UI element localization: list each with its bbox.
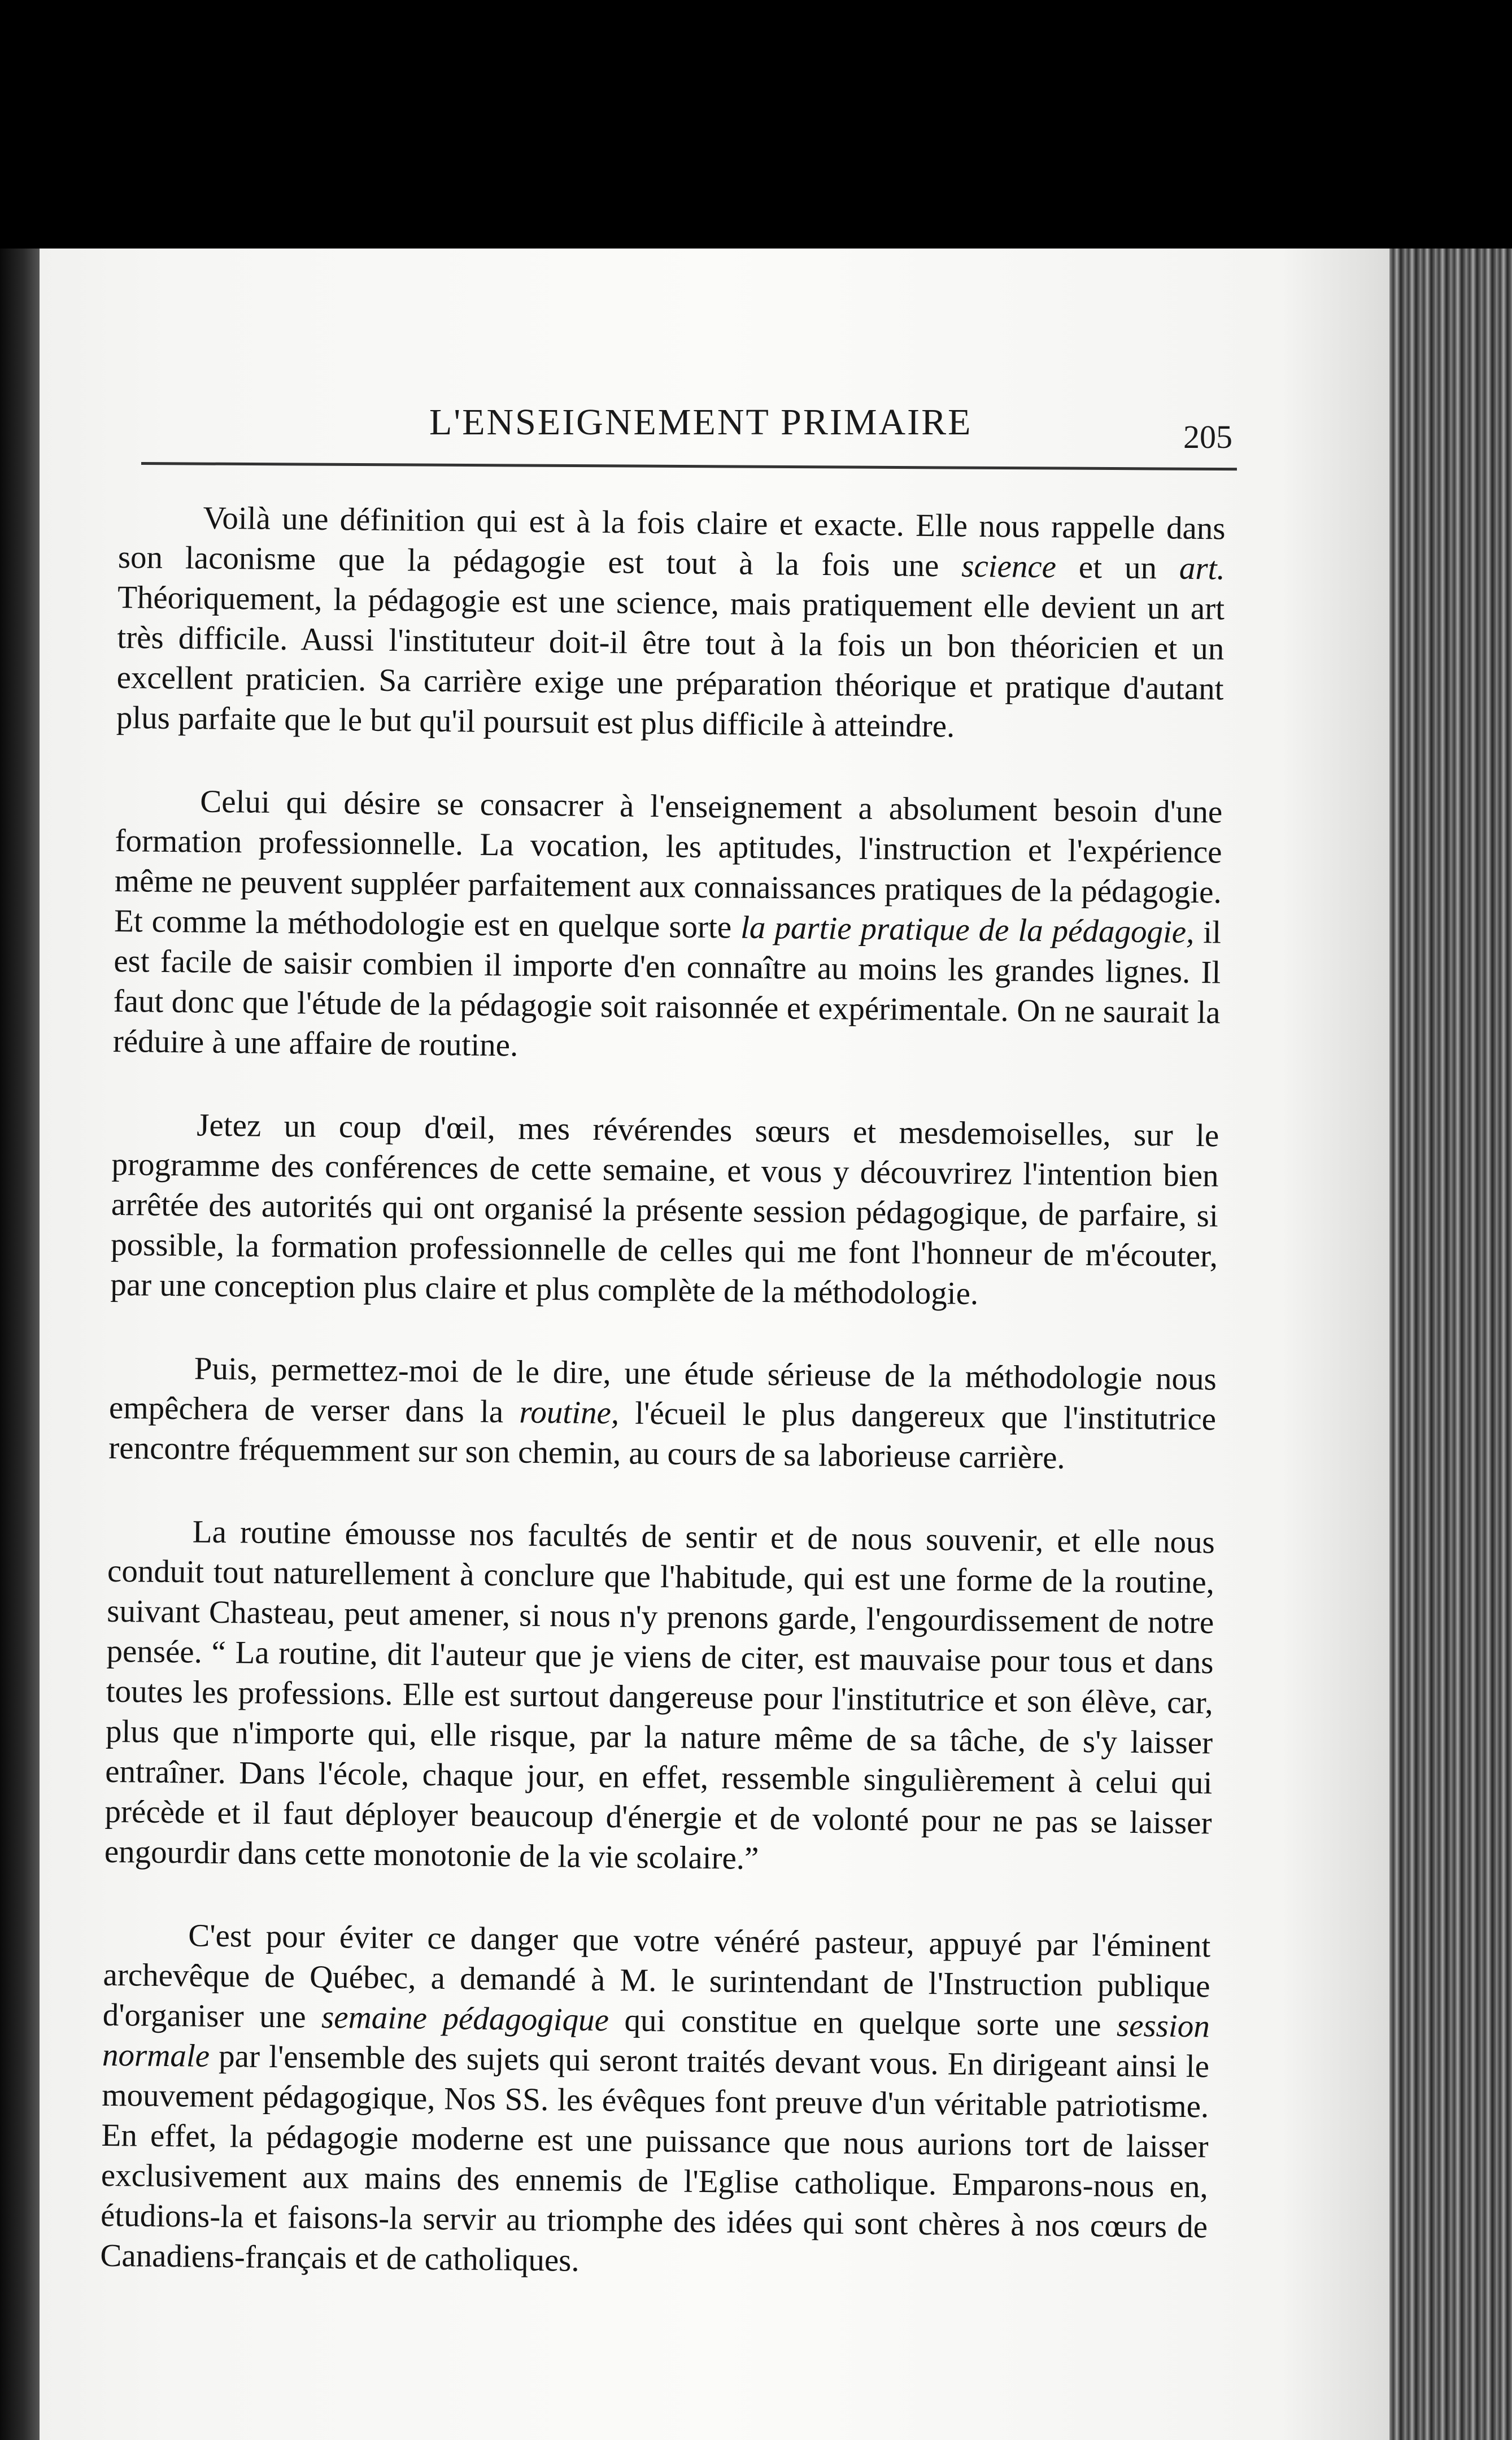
italic-science: science <box>961 548 1057 585</box>
italic-semaine-pedagogique: semaine pédagogique <box>321 1999 609 2038</box>
paragraph-definition: Voilà une définition qui est à la fois claire et exacte. Elle nous rappelle dans son laconisme que la pédagogie est tout à la fois une science et un art. Théoriquement, la pédagogie est une science, mais pratiquement elle devient un art très difficile. Aussi l'instituteur doit-il être tout à la fois un bon théoricien et un excellent praticien. Sa carrière exige une préparation théorique et pratique d'autant plus parfaite que le but qu'il poursuit est plus difficile à atteindre. <box>116 500 1226 744</box>
running-title: L'ENSEIGNEMENT PRIMAIRE <box>429 402 973 443</box>
italic-partie-pratique: la partie pratique de la pédagogie, <box>740 909 1195 950</box>
italic-routine: routine, <box>519 1394 620 1431</box>
page-number: 205 <box>1183 419 1232 455</box>
italic-session-normale: session normale <box>102 2007 1210 2074</box>
paragraph-programme: Jetez un coup d'œil, mes révérendes sœurs et mesdemoiselles, sur le programme des conférences de cette semaine, et vous y découvrirez l'intention bien arrêtée des autorités qui ont organisé la présente session pédagogique, de parfaire, si possible, la formation professionnelle de celles qui me font l'honneur de m'écouter, par une conception plus claire et plus complète de la méthodologie. <box>110 1107 1219 1312</box>
body-text <box>99 497 1226 2330</box>
page-header <box>96 395 1265 455</box>
book-left-edge <box>0 249 40 2440</box>
italic-art: art. <box>1179 550 1226 587</box>
paragraph-routine-intro: Puis, permettez-moi de le dire, une étude sérieuse de la méthodologie nous empêchera de verser dans la routine, l'écueil le plus dangereux que l'institutrice rencontre fréquemment sur son chemin, au cours de sa laborieuse carrière. <box>108 1350 1217 1476</box>
paragraph-routine-quote: La routine émousse nos facultés de sentir et de nous souvenir, et elle nous conduit tout naturellement à conclure que l'habitude, qui est une forme de la routine, suivant Chasteau, peut amener, si nous n'y prenons garde, l'engourdissement de notre pensée. “ La routine, dit l'auteur que je viens de citer, est mauvaise pour tous et dans toutes les professions. Elle est surtout dangereuse pour l'institutrice et son élève, car, plus que n'importe qui, elle risque, par la nature même de sa tâche, de s'y laisser entraîner. Dans l'école, chaque jour, en effet, ressemble singulièrement à celui qui précède et il faut déployer beaucoup d'énergie et de volonté pour ne pas se laisser engourdir dans cette monotonie de la vie scolaire.” <box>104 1514 1215 1876</box>
paragraph-formation: Celui qui désire se consacrer à l'enseignement a absolument besoin d'une formation professionnelle. La vocation, les aptitudes, l'instruction et l'expérience même ne peuvent suppléer parfaitement aux connaissances pratiques de la pédagogie. Et comme la méthodologie est en quelque sorte la partie pratique de la pédagogie, il est facile de saisir combien il importe d'en connaître au moins les grandes lignes. Il faut donc que l'étude de la pédagogie soit raisonnée et expérimentale. On ne saurait la réduire à une affaire de routine. <box>112 783 1223 1064</box>
paragraph-semaine-pedagogique: C'est pour éviter ce danger que votre vénéré pasteur, appuyé par l'éminent archevêque de Québec, a demandé à M. le surintendant de l'Instruction publique d'organiser une semaine pédagogique qui constitue en quelque sorte une session normale par l'ensemble des sujets qui seront traités devant vous. En dirigeant ainsi le mouvement pédagogique, Nos SS. les évêques font preuve d'un véritable patriotisme. En effet, la pédagogie moderne est une puissance que nous aurions tort de laisser exclusivement aux mains des ennemis de l'Eglise catholique. Emparons-nous en, étudions-la et faisons-la servir au triomphe des idées qui sont chères à nos cœurs de Canadiens-français et de catholiques. <box>100 1918 1211 2278</box>
book-page-edges <box>1389 249 1512 2440</box>
